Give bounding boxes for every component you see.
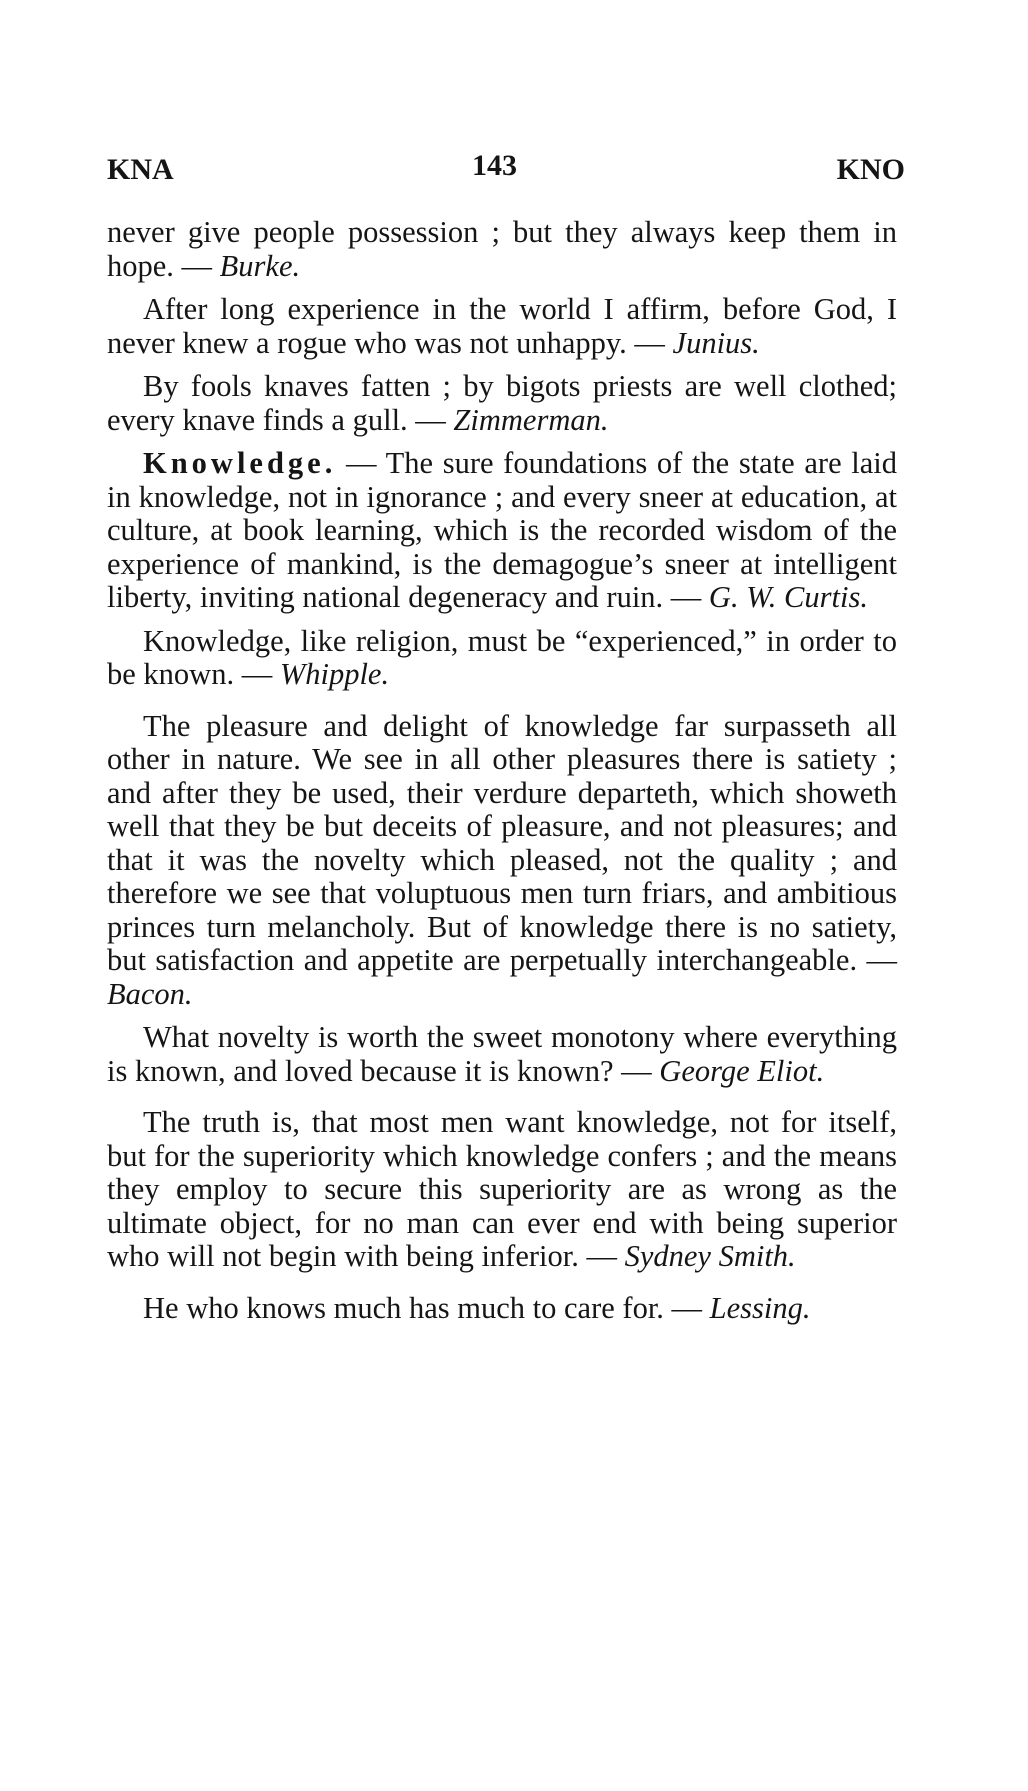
- quotation: [107, 710, 897, 1012]
- quotation: [107, 447, 897, 615]
- quotation-text: never give people possession ; but they always keep them in hope. —: [107, 215, 897, 283]
- quotation-text: He who knows much has much to care for. —: [143, 1290, 710, 1325]
- quotation-author: Whipple.: [279, 657, 390, 691]
- quotation-author: Bacon.: [107, 976, 193, 1011]
- quotation: [107, 625, 897, 692]
- quotation-list: [107, 216, 897, 1335]
- quotation-text: The truth is, that most men want knowledge, not for itself, but for the superiority which knowledge confers ; and the means they employ to secure this superiority are as wrong as the ultimate object, for no man can ever end with being superior who will not begin with being inferior. —: [107, 1105, 897, 1273]
- quotation-text: By fools knaves fatten ; by bigots priests are well clothed; every knave finds a gull. —: [107, 369, 897, 437]
- quotation: [107, 1106, 897, 1274]
- header-right-guideword: KNO: [836, 153, 905, 186]
- header-left-guideword: KNA: [107, 153, 174, 186]
- quotation-text: What novelty is worth the sweet monotony where everything is known, and loved because it is known? —: [107, 1020, 897, 1088]
- quotation: [107, 370, 897, 437]
- quotation: [107, 1292, 897, 1326]
- quotation-author: George Eliot.: [659, 1053, 825, 1088]
- quotation: [107, 1021, 897, 1088]
- quotation-author: G. W. Curtis.: [708, 580, 868, 614]
- running-head: [107, 150, 905, 190]
- quotation-author: Zimmerman.: [453, 402, 609, 437]
- quotation-text: Knowledge, like religion, must be “experienced,” in order to be known. —: [107, 623, 897, 691]
- quotation-author: Sydney Smith.: [624, 1239, 796, 1273]
- quotation-author: Junius.: [672, 325, 760, 360]
- quotation-author: Lessing.: [709, 1290, 811, 1325]
- quotation-text: The pleasure and delight of knowledge far surpasseth all other in nature. We see in all other pleasures there is satiety ; and after they be used, their verdure departeth, which showeth well that they be but deceits of pleasure, and not pleasures; and that it was the novelty which pleased, not the quality ; and therefore we see that voluptuous men turn friars, and ambitious princes turn melancholy. But of knowledge there is no satiety, but satisfaction and appetite are perpetually interchangeable. —: [107, 708, 897, 977]
- quotation: [107, 216, 897, 283]
- quotation: [107, 293, 897, 360]
- topic-heading: Knowledge.: [143, 446, 337, 480]
- quotation-text: After long experience in the world I affirm, before God, I never knew a rogue who was not unhappy. —: [107, 292, 897, 360]
- quotation-author: Burke.: [219, 248, 301, 283]
- quotation-text: — The sure foundations of the state are laid in knowledge, not in ignorance ; and every sneer at education, at culture, at book learning, which is the recorded wisdom of the experience of mankind, is the demagogue’s sneer at intelligent liberty, inviting national degeneracy and ruin. —: [107, 446, 897, 614]
- page-number: 143: [472, 149, 517, 182]
